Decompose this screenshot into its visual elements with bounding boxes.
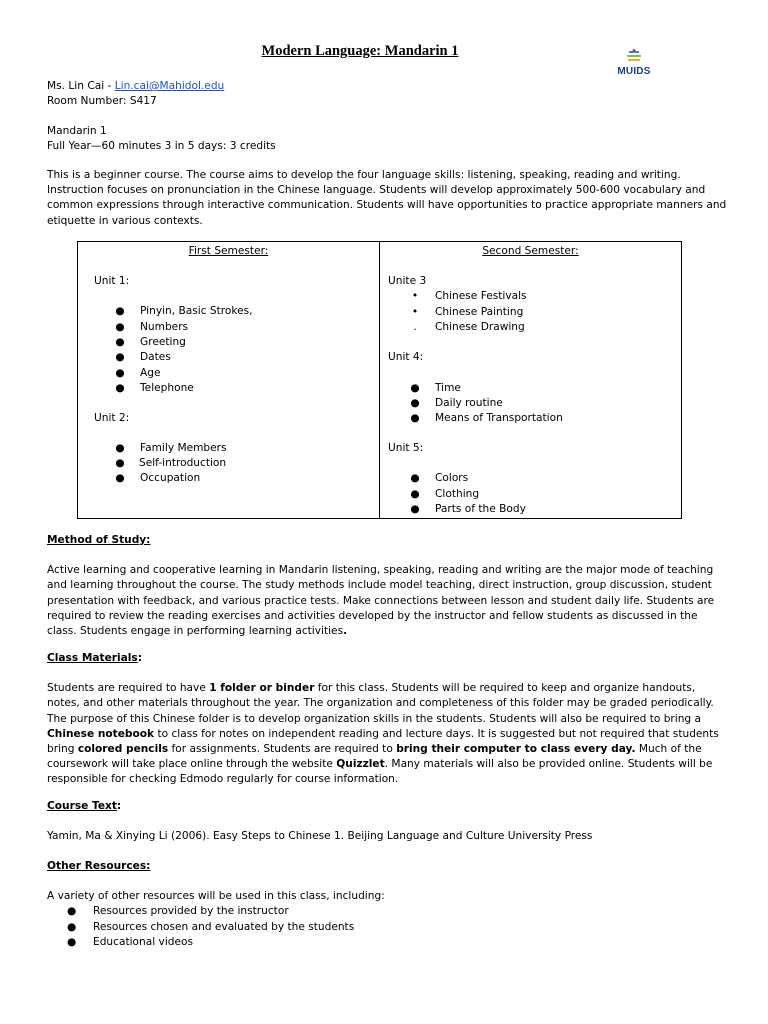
course-description: This is a beginner course. The course aims to develop the four language skills: listening, speaking, reading and writing. Instruction focuses on pronunciation in the Chinese language. Students will develop approximately 500-600 vocabulary and common expressions through interactive communication. Students will have opportunities to practice appropriate manners and etiquette in various contexts.	[47, 169, 727, 227]
materials-text: Students are required to have 1 folder or binder for this class. Students will be required to keep and organize handouts, notes, and other materials throughout the year. The organization and completeness of this folder may be graded periodically. The purpose of this Chinese folder is to develop organization skills in the students. Students will also be required to bring a Chinese notebook to class for notes on independent reading and lecture days. It is suggested but not required that students bring colored pencils for assignments. Students are required to bring their computer to class every day. Much of the coursework will take place online through the website Quizzlet. Many materials will also be provided online. Students will be responsible for checking Edmodo regularly for course information.	[47, 682, 719, 786]
logo-text: MUIDS	[617, 66, 651, 77]
bullet-icon: ●	[410, 397, 420, 409]
list-item: ● Resources provided by the instructor	[47, 904, 727, 919]
method-heading: Method of Study:	[47, 534, 151, 546]
teacher-name: Ms. Lin Cai -	[47, 80, 115, 92]
bullet-icon: ●	[115, 382, 125, 394]
bullet-icon: ●	[410, 382, 420, 394]
bullet-icon: ●	[67, 920, 77, 933]
course-schedule: Full Year—60 minutes 3 in 5 days: 3 credits	[47, 140, 276, 153]
course-text-heading: Course Text:	[47, 800, 122, 812]
resources-section	[47, 859, 727, 950]
method-section	[47, 533, 727, 639]
unit1-label: Unit 1:	[94, 275, 130, 287]
bullet-icon: •	[411, 306, 419, 318]
bullet-icon: ●	[67, 935, 77, 948]
teacher-info	[47, 79, 727, 109]
second-semester-cell: Second Semester: Unite 3 • Chinese Festivals • Chinese Painting . Chinese Drawing Unit 4: ● Time ● Daily routine ● Means of Transportation Unit 5: ● Colors ● Clothing ● Parts of the Body	[380, 242, 682, 519]
bullet-icon: ●	[410, 503, 420, 515]
course-name: Mandarin 1	[47, 125, 107, 137]
bullet-icon: ●	[115, 336, 125, 348]
bullet-icon: •	[411, 290, 419, 302]
second-semester-header: Second Semester:	[482, 245, 579, 257]
list-item: ● Educational videos	[47, 935, 727, 950]
unit2-label: Unit 2:	[94, 412, 130, 424]
resources-list	[47, 904, 727, 950]
document-title: Modern Language: Mandarin 1	[261, 43, 459, 59]
bullet-icon: ●	[115, 457, 125, 469]
course-text-citation: Yamin, Ma & Xinying Li (2006). Easy Steps to Chinese 1. Beijing Language and Culture University Press	[47, 830, 593, 843]
teacher-line	[47, 79, 727, 94]
bullet-icon: ●	[115, 321, 125, 333]
list-item: ● Resources chosen and evaluated by the students	[47, 920, 727, 935]
materials-heading: Class Materials:	[47, 652, 142, 664]
bullet-icon: ●	[115, 472, 125, 484]
bullet-icon: ●	[115, 351, 125, 363]
unit5-label: Unit 5:	[388, 442, 424, 454]
course-text-section	[47, 799, 727, 844]
room-number: Room Number: S417	[47, 95, 157, 108]
logo-emblem-icon	[614, 49, 654, 67]
resources-heading: Other Resources:	[47, 860, 151, 872]
first-semester-header: First Semester:	[188, 245, 269, 257]
unit3-label: Unite 3	[388, 275, 427, 287]
unit4-label: Unit 4:	[388, 351, 424, 363]
bullet-icon: ●	[67, 905, 77, 918]
bullet-icon: .	[413, 321, 417, 333]
bullet-icon: ●	[115, 442, 125, 454]
bullet-icon: ●	[115, 305, 125, 317]
bullet-icon: ●	[115, 367, 125, 379]
teacher-email-link[interactable]: Lin.cai@Mahidol.edu	[114, 80, 225, 92]
bullet-icon: ●	[410, 472, 420, 484]
first-semester-cell: First Semester: Unit 1: ● Pinyin, Basic Strokes, ● Numbers ● Greeting ● Dates ● Age ● Telephone Unit 2: ● Family Members ● Self-introduction ● Occupation	[78, 242, 380, 519]
resources-intro: A variety of other resources will be used in this class, including:	[47, 890, 385, 903]
materials-section	[47, 651, 727, 788]
method-text: Active learning and cooperative learning in Mandarin listening, speaking, reading and writing are the major mode of teaching and learning throughout the course. The study methods include model teaching, direct instruction, group discussion, student presentation with feedback, and various practice tests. Make connections between lesson and student daily life. Students are required to review the reading exercises and activities developed by the instructor and fellow students as discussed in the class. Students engage in performing learning activities.	[47, 564, 715, 638]
bullet-icon: ●	[410, 412, 420, 424]
semester-units-table	[77, 241, 682, 519]
bullet-icon: ●	[410, 488, 420, 500]
school-logo	[614, 49, 654, 81]
course-info	[47, 124, 727, 154]
